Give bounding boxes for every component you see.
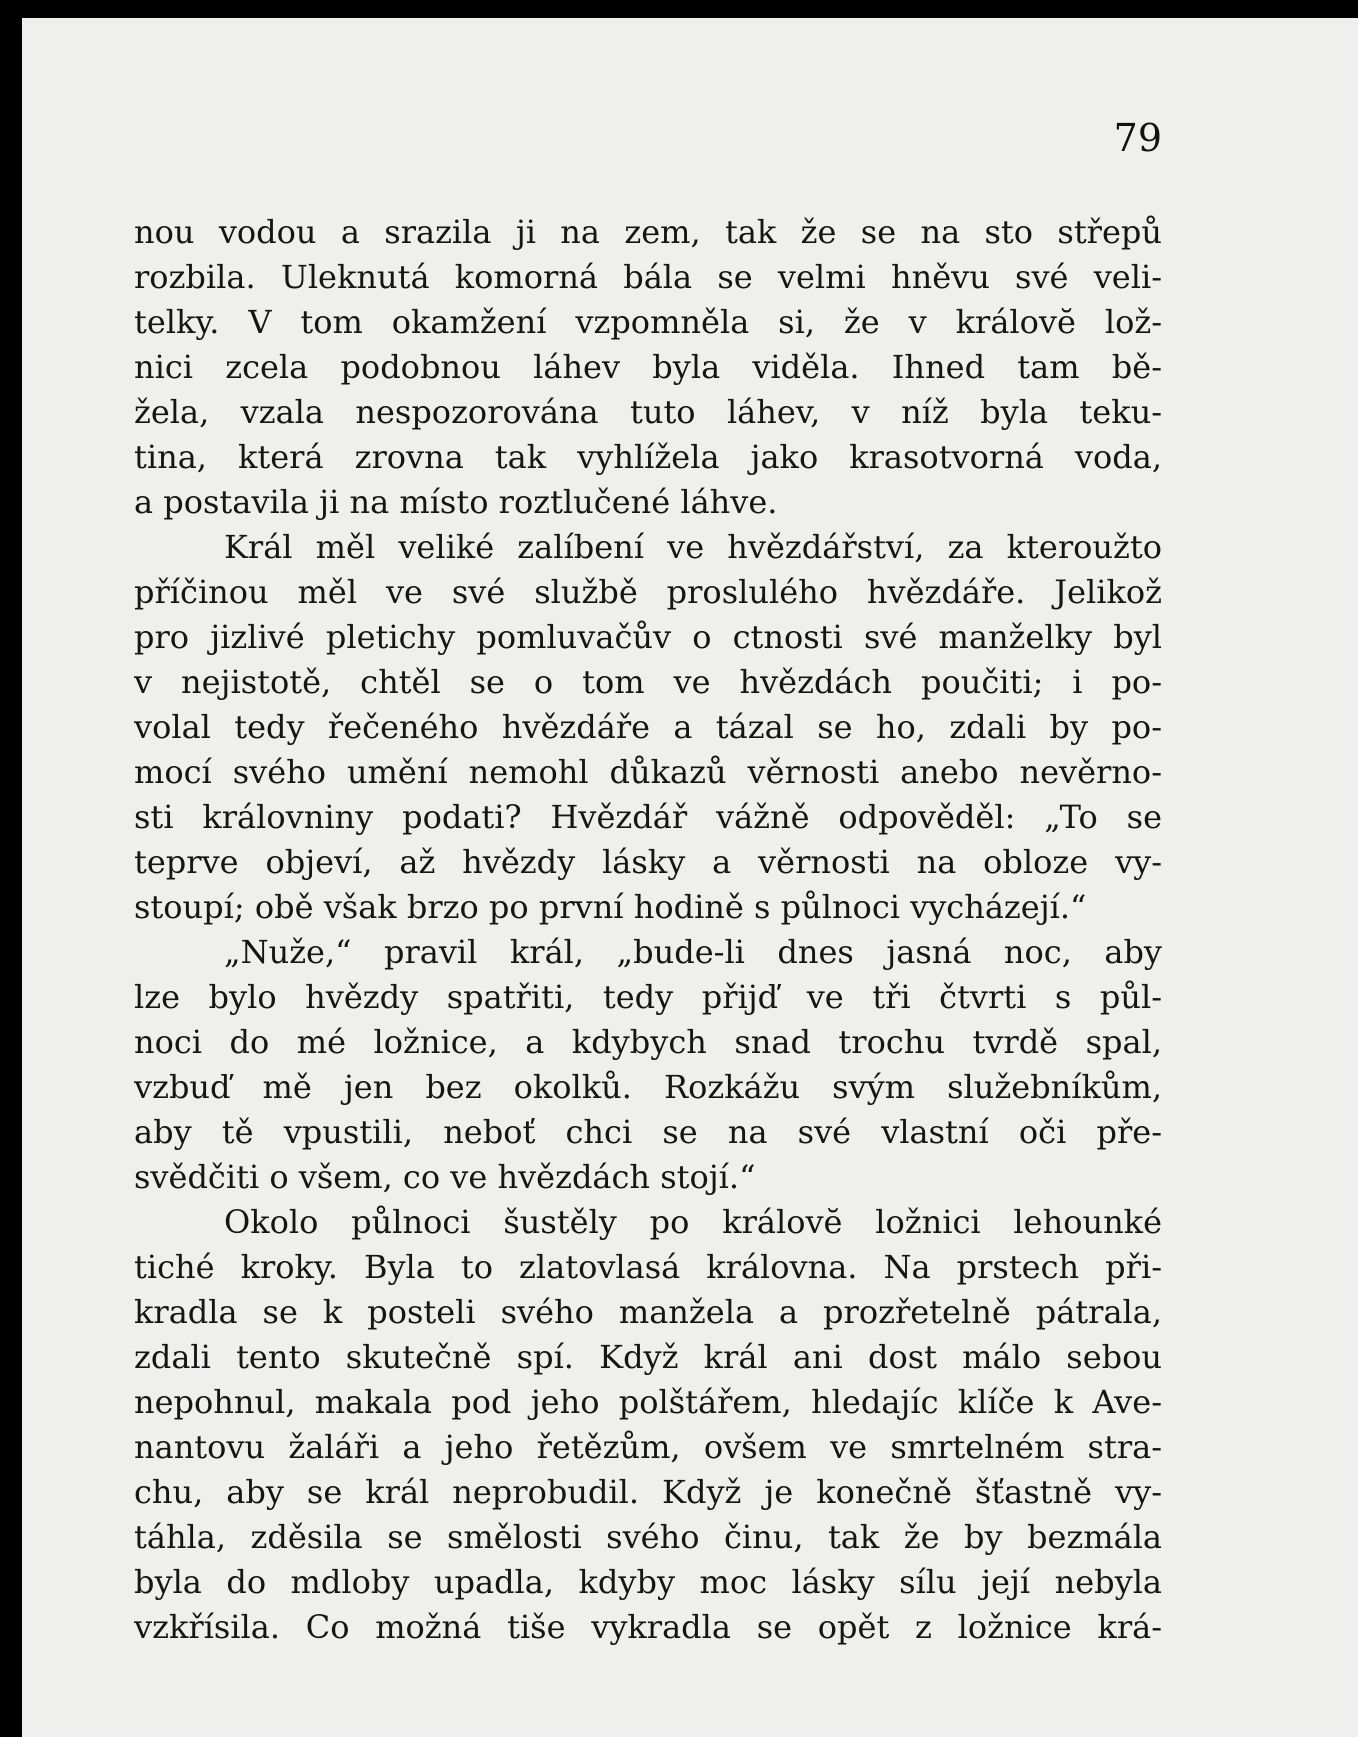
text-line: zdali tento skutečně spí. Když král ani dost málo sebou: [134, 1338, 1162, 1376]
text-line: tiché kroky. Byla to zlatovlasá královna. Na prstech při-: [134, 1248, 1162, 1286]
text-line: teprve objeví, až hvězdy lásky a věrnosti na obloze vy-: [134, 843, 1162, 881]
text-line: tina, která zrovna tak vyhlížela jako krasotvorná voda,: [134, 438, 1162, 476]
text-line: vzkřísila. Co možná tiše vykradla se opět z ložnice krá-: [134, 1608, 1162, 1646]
text-line: žela, vzala nespozorována tuto láhev, v níž byla teku-: [134, 393, 1162, 431]
book-page: [22, 18, 1358, 1737]
text-line: kradla se k posteli svého manžela a prozřetelně pátrala,: [134, 1293, 1162, 1331]
text-line: vzbuď mě jen bez okolků. Rozkážu svým služebníkům,: [134, 1068, 1162, 1106]
text-line: nantovu žaláři a jeho řetězům, ovšem ve smrtelném stra-: [134, 1428, 1162, 1466]
text-line: sti královniny podati? Hvězdář vážně odpověděl: „To se: [134, 798, 1162, 836]
text-line: a postavila ji na místo roztlučené láhve.: [134, 483, 778, 521]
text-line: mocí svého umění nemohl důkazů věrnosti anebo nevěrno-: [134, 753, 1162, 791]
text-line: volal tedy řečeného hvězdáře a tázal se ho, zdali by po-: [134, 708, 1162, 746]
text-line: příčinou měl ve své službě proslulého hvězdáře. Jelikož: [134, 573, 1162, 611]
text-line: táhla, zděsila se smělosti svého činu, tak že by bezmála: [134, 1518, 1162, 1556]
text-line: chu, aby se král neprobudil. Když je konečně šťastně vy-: [134, 1473, 1162, 1511]
text-line: nou vodou a srazila ji na zem, tak že se na sto střepů: [134, 213, 1162, 251]
text-line: aby tě vpustili, neboť chci se na své vlastní oči pře-: [134, 1113, 1162, 1151]
text-line: byla do mdloby upadla, kdyby moc lásky sílu její nebyla: [134, 1563, 1162, 1601]
text-line: nepohnul, makala pod jeho polštářem, hledajíc klíče k Ave-: [134, 1383, 1162, 1421]
text-line: Král měl veliké zalíbení ve hvězdářství, za kteroužto: [224, 528, 1162, 566]
text-line: telky. V tom okamžení vzpomněla si, že v královĕ lož-: [134, 303, 1162, 341]
text-line: pro jizlivé pletichy pomluvačův o ctnosti své manželky byl: [134, 618, 1162, 656]
text-line: nici zcela podobnou láhev byla viděla. Ihned tam bě-: [134, 348, 1162, 386]
text-line: v nejistotě, chtěl se o tom ve hvězdách poučiti; i po-: [134, 663, 1162, 701]
body-text: [134, 210, 1162, 1650]
text-line: „Nuže,“ pravil král, „bude-li dnes jasná noc, aby: [224, 933, 1162, 971]
text-line: Okolo půlnoci šustěly po královĕ ložnici lehounké: [224, 1203, 1162, 1241]
text-line: noci do mé ložnice, a kdybych snad trochu tvrdě spal,: [134, 1023, 1162, 1061]
text-line: lze bylo hvězdy spatřiti, tedy přijď ve tři čtvrti s půl-: [134, 978, 1162, 1016]
page-number: 79: [1113, 116, 1162, 160]
text-line: rozbila. Uleknutá komorná bála se velmi hněvu své veli-: [134, 258, 1162, 296]
text-line: svědčiti o všem, co ve hvězdách stojí.“: [134, 1158, 756, 1196]
text-line: stoupí; obě však brzo po první hodině s půlnoci vycházejí.“: [134, 888, 1087, 926]
